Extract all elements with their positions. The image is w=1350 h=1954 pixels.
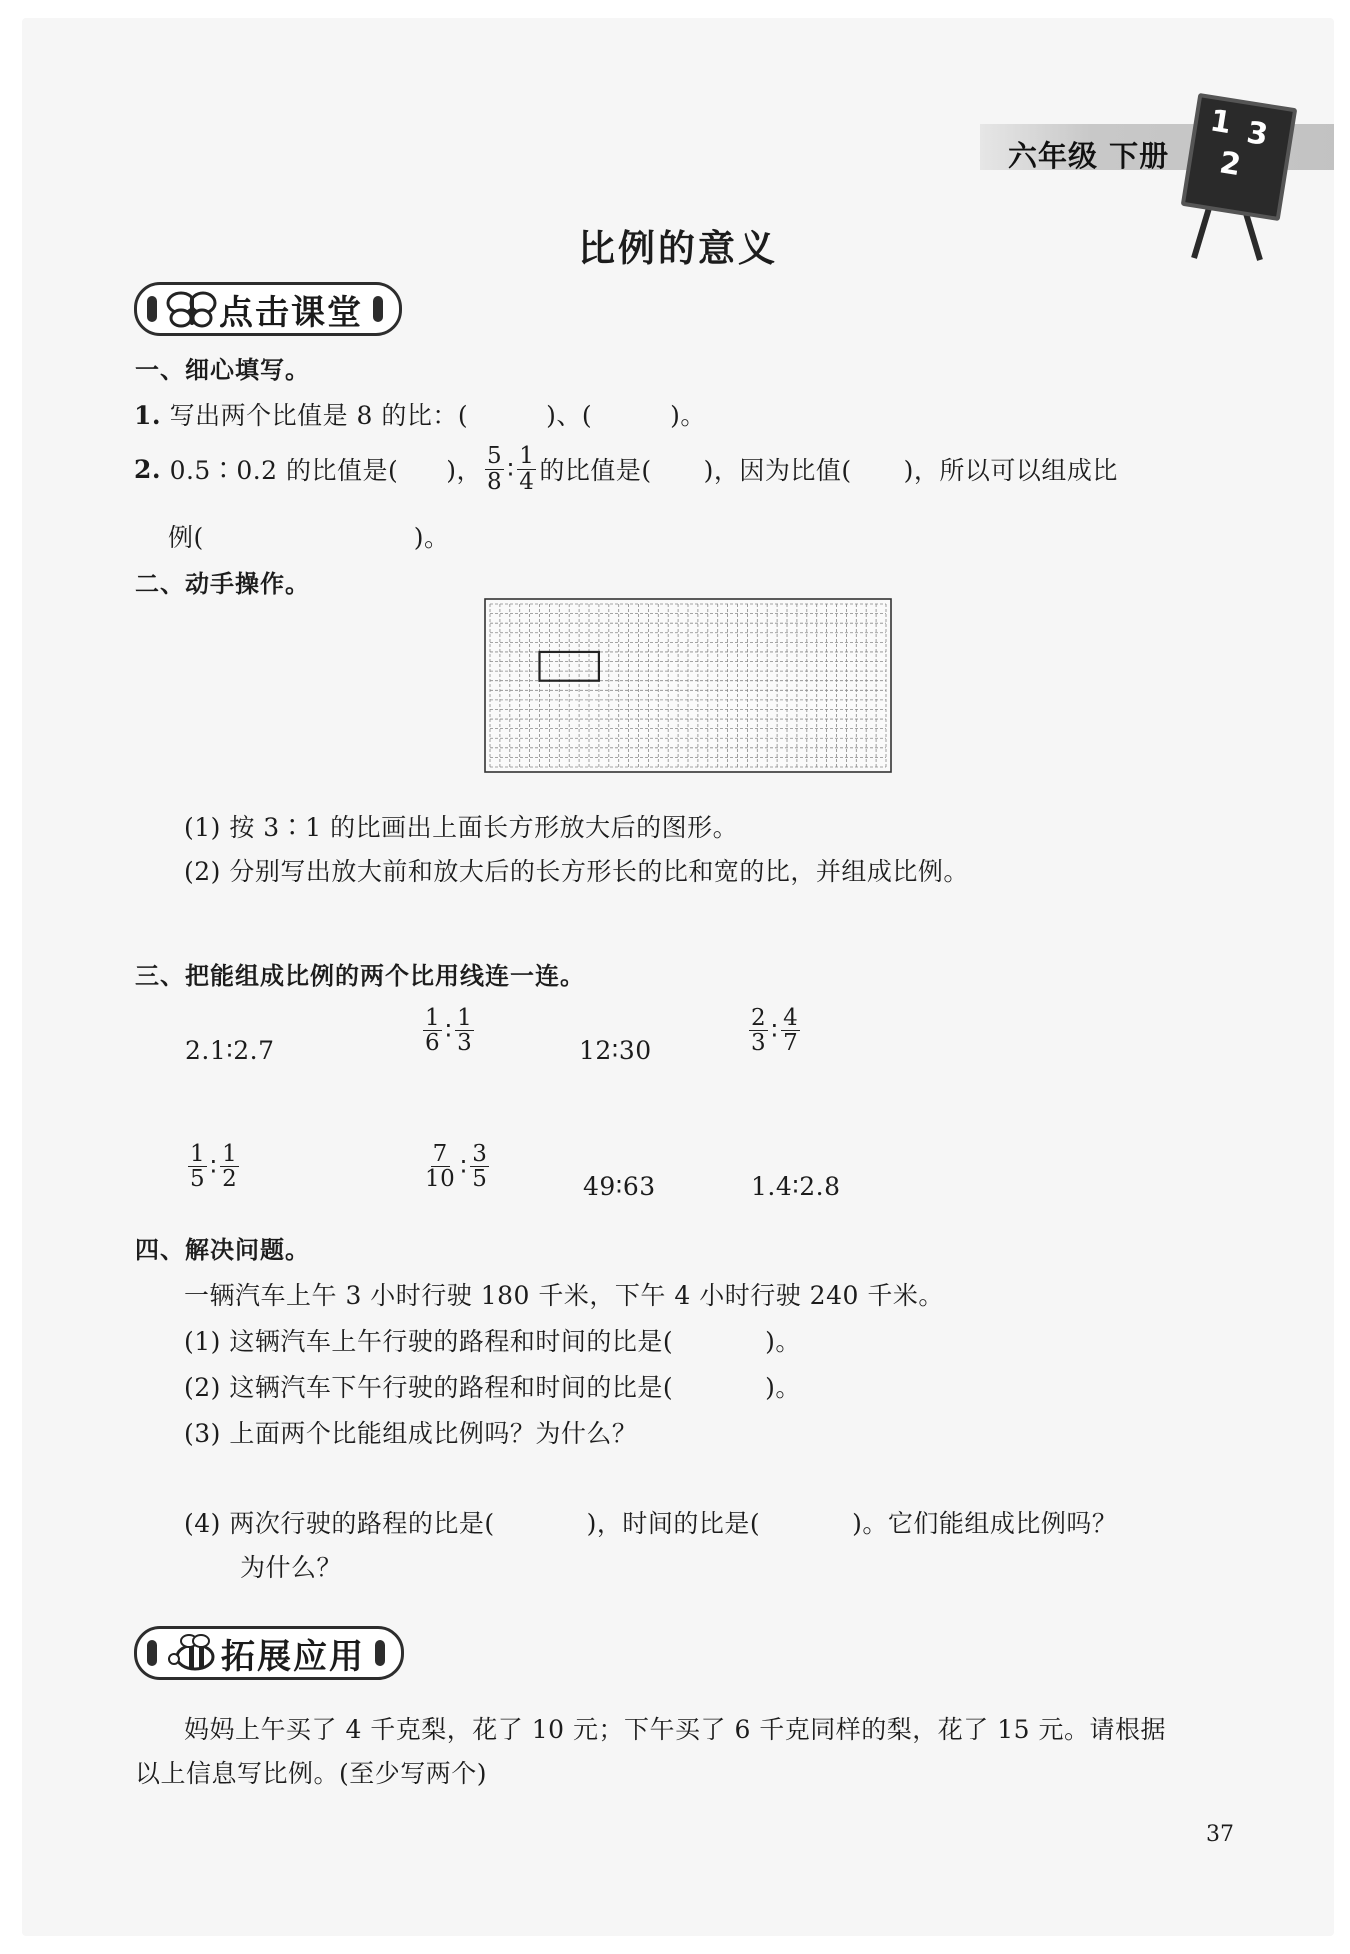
q2-text-d: )，因为比值( <box>703 456 852 485</box>
butterfly-icon <box>165 289 219 329</box>
q1-text-b: )、( <box>546 401 593 430</box>
bee-icon <box>165 1633 221 1673</box>
ratio-colon: ∶ <box>445 1016 453 1046</box>
part4-q3: (3) 上面两个比能组成比例吗？为什么？ <box>184 1419 638 1448</box>
grade-label: 六年级 下册 <box>1008 139 1170 173</box>
question-number: 2. <box>134 454 162 484</box>
denominator: 3 <box>457 1030 473 1057</box>
badge-cap <box>147 1640 157 1666</box>
badge-label: 拓展应用 <box>221 1636 365 1677</box>
section-badge-extension <box>134 1626 404 1680</box>
badge-cap <box>375 1640 385 1666</box>
fraction <box>220 1142 239 1191</box>
numerator: 1 <box>457 1005 473 1031</box>
fraction <box>470 1142 489 1191</box>
q1-text-c: )。 <box>670 401 706 430</box>
badge-label: 点击课堂 <box>219 292 363 333</box>
numerator: 1 <box>222 1141 238 1167</box>
q-text: )。它们能组成比例吗？ <box>852 1509 1118 1538</box>
part4-heading: 四、解决问题。 <box>135 1236 310 1264</box>
q-text: )，时间的比是( <box>586 1509 761 1538</box>
numerator: 3 <box>472 1141 488 1167</box>
part4-q4 <box>184 1504 1117 1540</box>
q-text: )。 <box>765 1373 801 1402</box>
ratio-item[interactable]: 1.4∶2.8 <box>751 1172 841 1201</box>
fraction <box>423 1006 442 1055</box>
q-text: (1) 这辆汽车上午行驶的路程和时间的比是( <box>184 1327 674 1356</box>
board-digit: 2 <box>1217 145 1244 184</box>
board-digit: 1 <box>1207 103 1234 142</box>
page-number: 37 <box>1206 1822 1234 1847</box>
q2-text-e: )，所以可以组成比 <box>903 456 1118 485</box>
q2-text-a: 0.5∶0.2 的比值是( <box>169 456 399 485</box>
ratio-item[interactable] <box>420 1006 477 1055</box>
denominator: 7 <box>783 1030 799 1057</box>
q2-line2-b: )。 <box>413 523 450 552</box>
ratio-colon: ∶ <box>507 454 515 484</box>
denominator: 8 <box>487 468 503 495</box>
denominator: 5 <box>190 1166 206 1193</box>
fraction <box>781 1006 800 1055</box>
ratio-item[interactable]: 49∶63 <box>583 1172 656 1201</box>
dotted-grid[interactable] <box>484 598 892 773</box>
part4-q1 <box>184 1322 801 1358</box>
numerator: 7 <box>432 1141 448 1167</box>
q2-text-b: )， <box>446 456 483 485</box>
q2-line2-a: 例( <box>168 523 204 552</box>
q2-text-c: 的比值是( <box>539 456 652 485</box>
board-digit: 3 <box>1244 115 1271 153</box>
ratio-item[interactable]: 12∶30 <box>579 1036 652 1065</box>
fraction <box>749 1006 768 1055</box>
fraction <box>188 1142 207 1191</box>
numerator: 5 <box>487 443 503 470</box>
denominator: 4 <box>519 468 535 495</box>
numerator: 1 <box>425 1005 441 1031</box>
question-number: 1. <box>134 401 162 430</box>
ratio-colon: ∶ <box>771 1016 779 1046</box>
part2-q1: (1) 按 3∶1 的比画出上面长方形放大后的图形。 <box>184 813 739 842</box>
q-text: )。 <box>765 1327 801 1356</box>
workbook-page <box>22 18 1334 1936</box>
ratio-colon: ∶ <box>460 1152 468 1182</box>
part4-intro: 一辆汽车上午 3 小时行驶 180 千米，下午 4 小时行驶 240 千米。 <box>184 1281 944 1310</box>
page-title: 比例的意义 <box>578 227 778 270</box>
numerator: 1 <box>519 443 535 470</box>
fraction <box>485 444 504 493</box>
numerator: 4 <box>783 1005 799 1031</box>
denominator: 10 <box>425 1166 456 1193</box>
part4-q4-line2: 为什么？ <box>240 1553 343 1582</box>
ratio-colon: ∶ <box>210 1152 218 1182</box>
question-2-line2 <box>168 518 450 554</box>
part2-heading: 二、动手操作。 <box>135 570 310 598</box>
denominator: 5 <box>472 1166 488 1193</box>
denominator: 6 <box>425 1030 441 1057</box>
q-text: (2) 这辆汽车下午行驶的路程和时间的比是( <box>184 1373 674 1402</box>
fraction <box>423 1142 457 1191</box>
fraction <box>517 444 536 493</box>
numerator: 1 <box>190 1141 206 1167</box>
section-badge-classroom <box>134 282 402 336</box>
extension-line1: 妈妈上午买了 4 千克梨，花了 10 元；下午买了 6 千克同样的梨，花了 15 元。请根据 <box>184 1715 1167 1744</box>
part1-heading: 一、细心填写。 <box>135 356 310 384</box>
part4-q2 <box>184 1368 801 1404</box>
denominator: 2 <box>222 1166 238 1193</box>
part2-q2: (2) 分别写出放大前和放大后的长方形长的比和宽的比，并组成比例。 <box>184 857 969 886</box>
q1-text-a: 写出两个比值是 8 的比：( <box>169 401 469 430</box>
denominator: 3 <box>751 1030 767 1057</box>
fraction <box>455 1006 474 1055</box>
q-text: (4) 两次行驶的路程的比是( <box>184 1509 495 1538</box>
ratio-item[interactable]: 2.1∶2.7 <box>185 1036 275 1065</box>
badge-cap <box>147 296 157 322</box>
numerator: 2 <box>751 1005 767 1031</box>
badge-cap <box>373 296 383 322</box>
ratio-item[interactable] <box>420 1142 492 1191</box>
ratio-item[interactable] <box>185 1142 242 1191</box>
question-1 <box>134 396 706 432</box>
ratio-item[interactable] <box>746 1006 803 1055</box>
extension-line2: 以上信息写比例。(至少写两个) <box>135 1759 488 1788</box>
question-2 <box>134 438 1118 500</box>
chalkboard-icon <box>1181 93 1298 221</box>
part3-heading: 三、把能组成比例的两个比用线连一连。 <box>135 962 585 990</box>
